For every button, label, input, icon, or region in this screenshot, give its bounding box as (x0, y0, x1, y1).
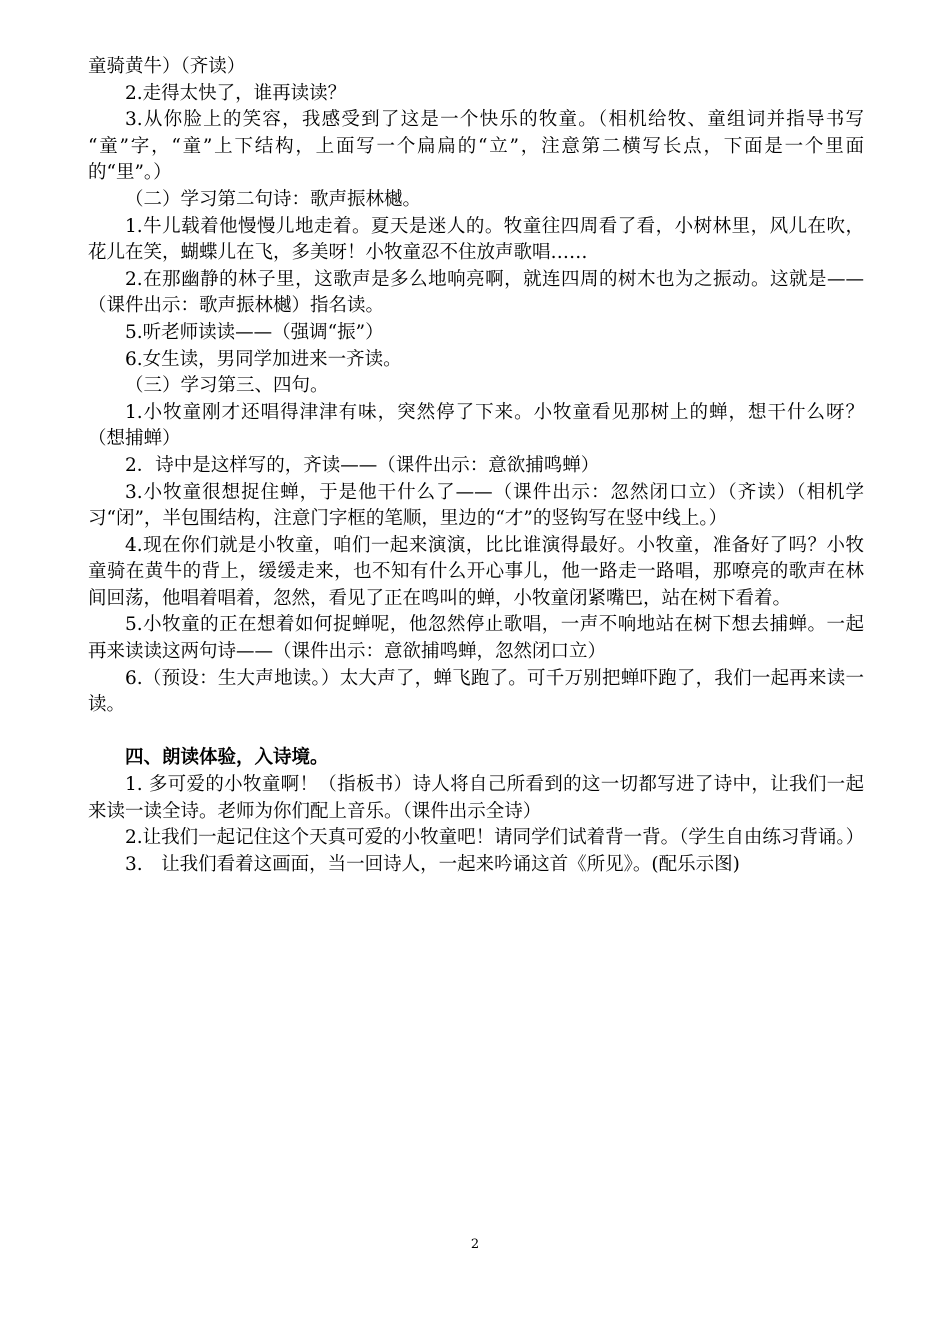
paragraph: 2.走得太快了，谁再读读？ (125, 82, 347, 104)
paragraph: 3.从你脸上的笑容，我感受到了这是一个快乐的牧童。（相机给牧、童组词并指导书写 “童”字，“童”上下结构，上面写一个扁扁的“立”，注意第二横写长点，下面是一个里面的“里”。） (88, 109, 864, 184)
paragraph: 2.让我们一起记住这个天真可爱的小牧童吧！请同学们试着背一背。（学生自由练习背诵。） (125, 827, 865, 849)
paragraph: 1. 多可爱的小牧童啊！（指板书）诗人将自己所看到的这一切都写进了诗中，让我们一起来读一读全诗。老师为你们配上音乐。（课件出示全诗） (88, 774, 864, 822)
paragraph: 6.女生读，男同学加进来一齐读。 (125, 348, 402, 370)
paragraph: 3. 让我们看着这画面，当一回诗人，一起来吟诵这首《所见》。(配乐示图) (125, 853, 740, 875)
document-body (88, 54, 864, 878)
paragraph: 2．诗中是这样写的，齐读——（课件出示：意欲捕鸣蝉） (125, 454, 600, 476)
subheading: （三）学习第三、四句。 (125, 375, 329, 397)
section-spacer (88, 719, 864, 746)
paragraph: 1.小牧童刚才还唱得津津有味，突然停了下来。小牧童看见那树上的蝉，想干什么呀？（想捕蝉） (88, 401, 864, 450)
paragraph: 4.现在你们就是小牧童，咱们一起来演演，比比谁演得最好。小牧童，准备好了吗？小牧童骑在黄牛的背上，缓缓走来，也不知有什么开心事儿，他一路走一路唱，那嘹亮的歌声在林间回荡，他唱着唱着，忽然，看见了正在鸣叫的蝉，小牧童闭紧嘴巴，站在树下看着。 (88, 534, 864, 609)
page-number: 2 (470, 1237, 480, 1252)
paragraph: 5.小牧童的正在想着如何捉蝉呢，他忽然停止歌唱，一声不响地站在树下想去捕蝉。一起再来读读这两句诗——（课件出示：意欲捕鸣蝉，忽然闭口立） (88, 614, 864, 663)
paragraph: 1.牛儿载着他慢慢儿地走着。夏天是迷人的。牧童往四周看了看，小树林里，风儿在吹，花儿在笑，蝴蝶儿在飞，多美呀！小牧童忍不住放声歌唱…… (88, 215, 864, 264)
paragraph: 2.在那幽静的林子里，这歌声是多么地响亮啊，就连四周的树木也为之振动。这就是——（课件出示：歌声振林樾）指名读。 (88, 268, 864, 317)
paragraph: 童骑黄牛）（齐读） (88, 56, 246, 77)
section-heading: 四、朗读体验，入诗境。 (125, 747, 329, 769)
paragraph: 3.小牧童很想捉住蝉，于是他干什么了——（课件出示：忽然闭口立）（齐读）（相机学习“闭”，半包围结构，注意门字框的笔顺，里边的“才”的竖钩写在竖中线上。） (88, 481, 864, 530)
paragraph: 5.听老师读读——（强调“振”） (125, 321, 384, 343)
paragraph: 6.（预设：生大声地读。）太大声了，蝉飞跑了。可千万别把蝉吓跑了，我们一起再来读一读。 (88, 667, 864, 716)
subheading: （二）学习第二句诗：歌声振林樾。 (125, 188, 422, 210)
